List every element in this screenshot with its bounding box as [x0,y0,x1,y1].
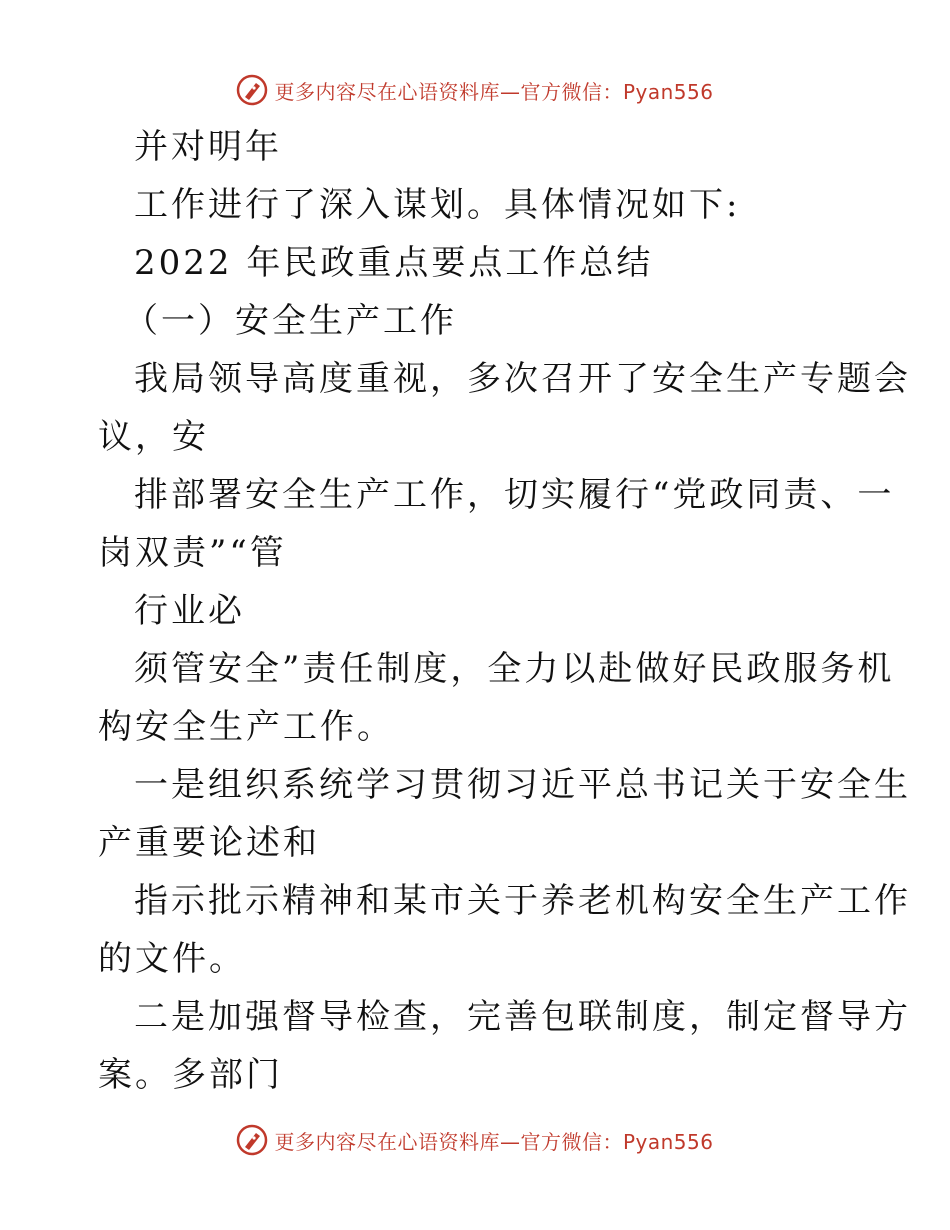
paragraph-line: 行业必 [134,591,245,631]
paragraph-line: 我局领导高度重视，多次召开了安全生产专题会 [134,359,911,399]
paragraph-line: 议，安 [98,417,209,457]
pen-nib-logo-icon [236,74,268,106]
footer-watermark [0,1120,950,1160]
subsection-heading: （一）安全生产工作 [124,301,457,341]
paragraph-line: 岗双责”“管 [98,533,287,573]
paragraph-line: 二是加强督导检查，完善包联制度，制定督导方 [134,997,911,1037]
paragraph-line: 的文件。 [98,939,246,979]
document-body [98,118,911,1104]
paragraph-line: 须管安全”责任制度，全力以赴做好民政服务机 [134,649,895,689]
paragraph-line: 一是组织系统学习贯彻习近平总书记关于安全生 [134,765,911,805]
paragraph-line: 并对明年 [134,127,282,167]
section-heading: 2022 年民政重点要点工作总结 [134,243,654,283]
pen-nib-logo-icon [236,1124,268,1156]
watermark-text: 更多内容尽在心语资料库—官方微信：Pyan556 [274,1129,714,1154]
paragraph-line: 指示批示精神和某市关于养老机构安全生产工作 [134,881,911,921]
paragraph-line: 工作进行了深入谋划。具体情况如下: [134,185,741,225]
paragraph-line: 排部署安全生产工作，切实履行“党政同责、一 [134,475,895,515]
paragraph-line: 产重要论述和 [98,823,320,863]
paragraph-line: 案。多部门 [98,1055,283,1095]
header-watermark [0,70,950,110]
watermark-text: 更多内容尽在心语资料库—官方微信：Pyan556 [274,79,714,104]
paragraph-line: 构安全生产工作。 [98,707,394,747]
